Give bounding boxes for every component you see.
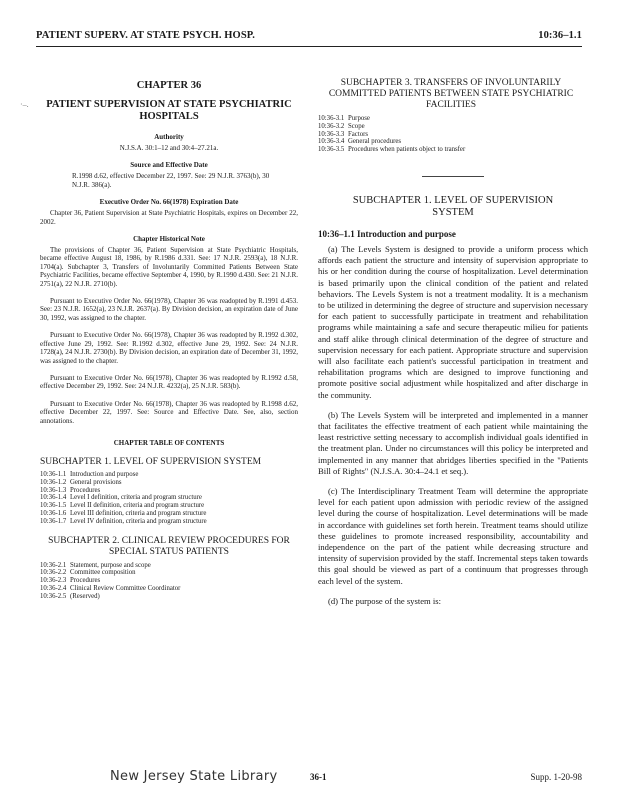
toc-entry (40, 487, 207, 495)
history-paragraph: Pursuant to Executive Order No. 66(1978), Chapter 36 was readopted by R.1998 d.62, effective December 22, 1997. See: Source and Effective Date. See, also, section annotations. (40, 399, 298, 425)
toc-entry-number: 10:36-2.1 (40, 561, 67, 569)
toc-entry-text: Level III definition, criteria and program structure (70, 509, 207, 517)
toc-entry-text: Scope (348, 122, 365, 130)
toc-entry (40, 494, 207, 502)
toc-entry-number: 10:36-3.4 (318, 138, 345, 146)
running-header (36, 30, 582, 44)
toc-entry-number: 10:36-1.4 (40, 494, 67, 502)
toc-entry-text: Statement, purpose and scope (70, 561, 151, 569)
toc-entry-text: Committee composition (70, 569, 136, 577)
toc-entry-number: 10:36-2.3 (40, 577, 67, 585)
toc-entry (318, 146, 465, 154)
toc-entry (318, 131, 465, 139)
eo-text: Chapter 36, Patient Supervision at State Psychiatric Hospitals, expires on December 22, 2002. (40, 209, 298, 226)
page-footer (40, 769, 582, 786)
toc-entry (40, 585, 180, 593)
toc-entry-text: General provisions (70, 478, 122, 486)
header-rule (36, 46, 582, 47)
chapter-title: PATIENT SUPERVISION AT STATE PSYCHIATRIC HOSPITALS (46, 99, 292, 122)
toc-entry-number: 10:36-1.6 (40, 509, 67, 517)
toc-entry-number: 10:36-2.4 (40, 584, 67, 592)
header-title: PATIENT SUPERV. AT STATE PSYCH. HOSP. (36, 30, 256, 41)
toc-entry-text: Procedures (70, 577, 101, 585)
header-section-number: 10:36–1.1 (538, 30, 582, 41)
toc-entry (40, 562, 180, 570)
toc-entry-text: Factors (348, 130, 369, 138)
toc-entry-text: Level I definition, criteria and program structure (70, 494, 202, 502)
body-paragraph: (c) The Interdisciplinary Treatment Team will determine the appropriate level for each patient upon admission with periodic review of the assigned level during the course of hospitalization. Level determinations will be made in accordance with guidelines set forth herein. Treatment teams should utilize these guidelines to promote increased responsibility, accountability and independence on the part of the patient while decreasing structure and intensity of supervision provided by the staff. Incremental steps taken towards this goal should be viewed as part of a continuum that progresses through each level of the system. (318, 486, 588, 586)
supplement-date: Supp. 1-20-98 (530, 772, 582, 782)
body-paragraph: (d) The purpose of the system is: (328, 595, 441, 606)
left-column (40, 76, 298, 601)
margin-mark: ·–. (20, 100, 29, 109)
toc-subchapter-3-title: SUBCHAPTER 3. TRANSFERS OF INVOLUNTARILY COMMITTED PATIENTS BETWEEN STATE PSYCHIATRIC FACILITIES (328, 78, 574, 110)
toc-entry (40, 471, 207, 479)
toc-entry-number: 10:36-1.7 (40, 517, 67, 525)
toc-entry-text: Clinical Review Committee Coordinator (70, 584, 181, 592)
toc-entry-number: 10:36-3.3 (318, 130, 345, 138)
section-separator (422, 176, 484, 177)
authority-heading: Authority (154, 133, 184, 141)
toc-heading: CHAPTER TABLE OF CONTENTS (113, 438, 225, 447)
toc-entry (40, 569, 180, 577)
subchapter-1-heading: SUBCHAPTER 1. LEVEL OF SUPERVISION SYSTEM (352, 194, 554, 218)
page-number: 36-1 (310, 772, 327, 782)
toc-entry-number: 10:36-2.5 (40, 592, 67, 600)
toc-subchapter-2-list (40, 562, 180, 601)
toc-entry-text: Introduction and purpose (70, 470, 139, 478)
toc-entry-text: Level II definition, criteria and program structure (70, 502, 205, 510)
toc-entry (40, 510, 207, 518)
toc-subchapter-1-title: SUBCHAPTER 1. LEVEL OF SUPERVISION SYSTEM (40, 456, 262, 467)
toc-entry-number: 10:36-1.5 (40, 502, 67, 510)
history-paragraph: Pursuant to Executive Order No. 66(1978), Chapter 36 was readopted by R.1991 d.453. See: 23 N.J.R. 1652(a), 23 N.J.R. 2637(a). By Division decision, an expiration date of June 30, 1992, was assigned to the chapter. (40, 297, 298, 322)
toc-entry-text: Purpose (348, 115, 370, 122)
chapter-number: CHAPTER 36 (136, 80, 202, 91)
body-paragraph: (b) The Levels System will be interpreted and implemented in a manner that facilitates the effective treatment of each patient while maintaining the least restrictive setting necessary to accomplish individual goals identified in the treatment plan. Under no circumstances will this policy be interpreted and implemented in any manner that abridges liberties specified in the "Patients Bill of Rights" (N.J.S.A. 30:4–24.1 et seq.). (318, 409, 588, 476)
toc-entry (40, 577, 180, 585)
toc-subchapter-2-title: SUBCHAPTER 2. CLINICAL REVIEW PROCEDURES FOR SPECIAL STATUS PATIENTS (48, 535, 290, 557)
toc-subchapter-1-list (40, 471, 207, 526)
source-text: R.1998 d.62, effective December 22, 1997. See: 29 N.J.R. 3763(b), 30 N.J.R. 386(a). (72, 172, 270, 189)
toc-subchapter-3-list (318, 115, 465, 154)
toc-entry (40, 518, 207, 526)
right-column (318, 78, 588, 616)
toc-entry (318, 138, 465, 146)
toc-entry-text: Procedures (70, 486, 101, 494)
history-paragraph: Pursuant to Executive Order No. 66(1978), Chapter 36 was readopted by R.1992 d.302, effective June 29, 1992. See: R.1992 d.302, effective June 29, 1992. See: 24 N.J.R. 1728(a), 24 N.J.R. 2730(b). By Division decision, an expiration date of December 31, 1992, was assigned to the chapter. (40, 331, 298, 365)
eo-heading: Executive Order No. 66(1978) Expiration Date (99, 198, 239, 207)
toc-entry-text: Procedures when patients object to transfer (348, 146, 466, 154)
toc-entry-number: 10:36-3.2 (318, 122, 345, 130)
toc-entry (40, 593, 180, 601)
body-paragraph: (a) The Levels System is designed to provide a uniform process which affords each patient the structure and intensity of supervision appropriate to his or her condition during the course of hospitalization. Level determination is based primarily upon the clinical condition of the patient and related behaviors. The Levels System is not a treatment modality. It is a mechanism to be utilized in determining the degree of structure and supervision necessary for each patient to successfully participate in treatment and rehabilitation programs while maintaining a safe and secure therapeutic milieu for patients and staff alike through clinical determination of the degree of structure and supervision necessary for each patient. Appropriate structure and supervision will also facilitate each patient's successful participation in treatment and rehabilitation programs which are designed to improve functioning and promote positive social adjustment while hospitalized and after discharge in the community. (318, 243, 588, 400)
toc-entry-text: General procedures (348, 138, 402, 146)
toc-entry-number: 10:36-2.2 (40, 569, 67, 577)
toc-entry-number: 10:36-1.2 (40, 478, 67, 486)
history-heading: Chapter Historical Note (133, 235, 205, 244)
toc-entry-text: (Reserved) (70, 592, 100, 600)
toc-entry-text: Level IV definition, criteria and program structure (70, 517, 207, 525)
toc-entry (318, 115, 465, 123)
toc-entry (318, 123, 465, 131)
toc-entry-number: 10:36-3.1 (318, 115, 345, 122)
source-heading: Source and Effective Date (130, 161, 208, 170)
toc-entry-number: 10:36-1.1 (40, 470, 67, 478)
toc-entry (40, 502, 207, 510)
history-paragraph: Pursuant to Executive Order No. 66(1978), Chapter 36 was readopted by R.1992 d.58, effective December 29, 1992. See: 24 N.J.R. 4232(a), 25 N.J.R. 583(b). (40, 373, 298, 391)
toc-entry (40, 479, 207, 487)
authority-text: N.J.S.A. 30:1–12 and 30:4–27.21a. (119, 144, 219, 152)
toc-entry-number: 10:36-3.5 (318, 146, 345, 154)
history-paragraph: The provisions of Chapter 36, Patient Supervision at State Psychiatric Hospitals, became effective August 18, 1986, by R.1986 d.331. See: 17 N.J.R. 2593(a), 18 N.J.R. 1704(a). Subchapter 3, Transfers of Involuntarily Committed Patients Between State Psychiatric Facilities, became effective September 4, 1990, by R.1990 d.430. See: 21 N.J.R. 2751(a), 22 N.J.R. 2710(b). (40, 246, 298, 288)
section-title: 10:36–1.1 Introduction and purpose (318, 228, 456, 239)
library-stamp: New Jersey State Library (110, 769, 278, 784)
toc-entry-number: 10:36-1.3 (40, 486, 67, 494)
